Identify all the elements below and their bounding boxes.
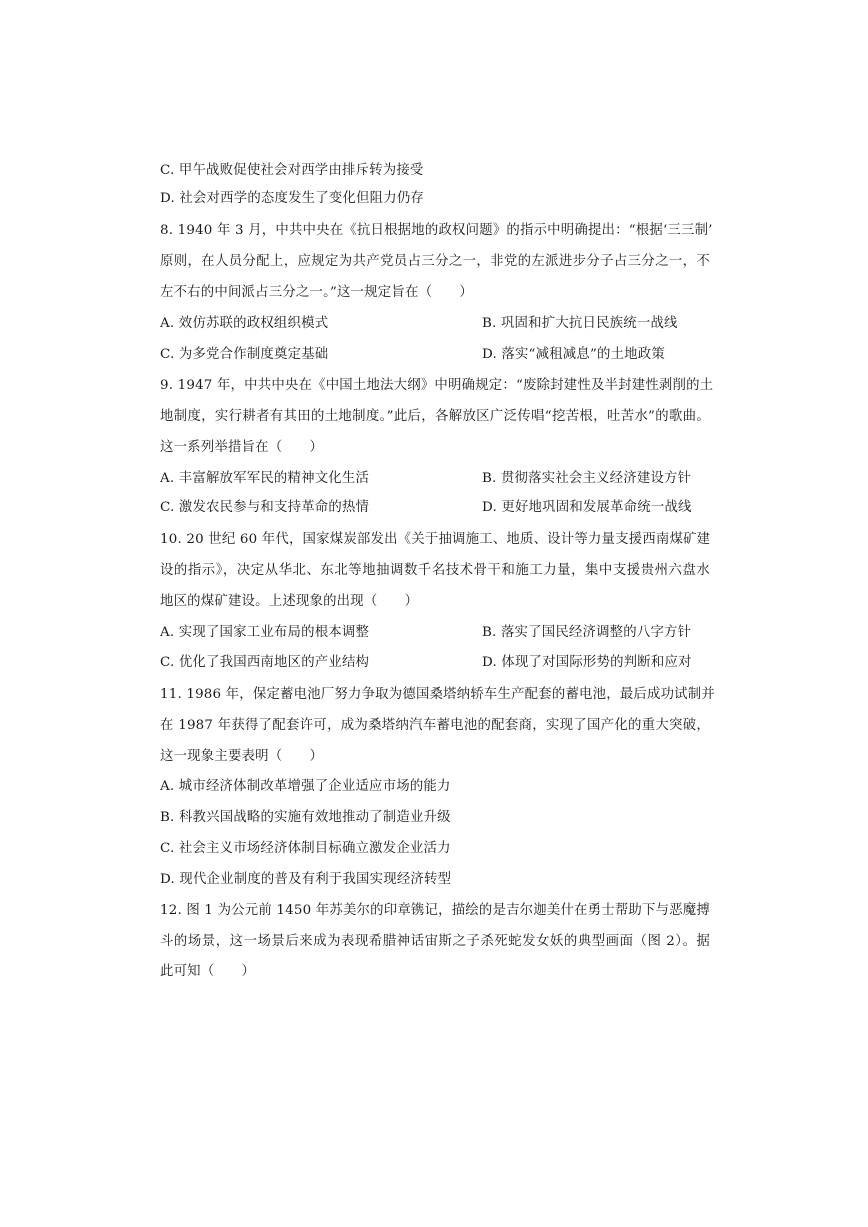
q8-stem-line-2: 原则，在人员分配上，应规定为共产党员占三分之一，非党的左派进步分子占三分之一，不 [160, 254, 710, 269]
q9-option-d: D. 更好地巩固和发展革命统一战线 [482, 500, 692, 515]
q10-option-b: B. 落实了国民经济调整的八字方针 [482, 625, 692, 640]
q10-stem-line-1: 10. 20 世纪 60 年代，国家煤炭部发出《关于抽调施工、地质、设计等力量支援西南煤矿建 [160, 532, 711, 547]
q8-stem-line-1: 8. 1940 年 3 月，中共中央在《抗日根据地的政权问题》的指示中明确提出：“根据‘三三制’ [160, 223, 713, 238]
q9-stem-line-2: 地制度，实行耕者有其田的土地制度。”此后，各解放区广泛传唱“挖苦根，吐苦水”的歌曲。 [160, 409, 710, 424]
q8-option-a: A. 效仿苏联的政权组织模式 [160, 316, 329, 331]
q11-stem-line-1: 11. 1986 年，保定蓄电池厂努力争取为德国桑塔纳轿车生产配套的蓄电池，最后成功试制并 [160, 687, 715, 702]
q11-option-c: C. 社会主义市场经济体制目标确立激发企业活力 [160, 841, 451, 856]
q11-stem-line-2: 在 1987 年获得了配套许可，成为桑塔纳汽车蓄电池的配套商，实现了国产化的重大突破， [160, 718, 710, 733]
q9-option-a: A. 丰富解放军军民的精神文化生活 [160, 471, 370, 486]
q12-stem-line-3: 此可知（ ） [160, 964, 256, 979]
q8-option-b: B. 巩固和扩大抗日民族统一战线 [482, 316, 678, 331]
q11-stem-line-3: 这一现象主要表明（ ） [160, 749, 324, 764]
q12-stem-line-2: 斗的场景，这一场景后来成为表现希腊神话宙斯之子杀死蛇发女妖的典型画面（图 2）。据 [160, 934, 710, 949]
q9-stem-line-1: 9. 1947 年，中共中央在《中国土地法大纲》中明确规定：“废除封建性及半封建性剥削的土 [160, 378, 714, 393]
prev-option-c: C. 甲午战败促使社会对西学由排斥转为接受 [160, 163, 424, 178]
q11-option-d: D. 现代企业制度的普及有利于我国实现经济转型 [160, 872, 452, 887]
q9-stem-line-3: 这一系列举措旨在（ ） [160, 440, 324, 455]
q8-option-c: C. 为多党合作制度奠定基础 [160, 347, 329, 362]
q9-option-b: B. 贯彻落实社会主义经济建设方针 [482, 471, 692, 486]
q11-option-a: A. 城市经济体制改革增强了企业适应市场的能力 [160, 779, 451, 794]
q11-option-b: B. 科教兴国战略的实施有效地推动了制造业升级 [160, 810, 451, 825]
q10-option-a: A. 实现了国家工业布局的根本调整 [160, 625, 370, 640]
q8-option-d: D. 落实“减租减息”的土地政策 [482, 347, 665, 362]
q8-stem-line-3: 左不右的中间派占三分之一。”这一规定旨在（ ） [160, 285, 473, 300]
q9-option-c: C. 激发农民参与和支持革命的热情 [160, 500, 370, 515]
q10-stem-line-2: 设的指示》，决定从华北、东北等地抽调数千名技术骨干和施工力量，集中支援贵州六盘水 [160, 563, 710, 578]
q10-stem-line-3: 地区的煤矿建设。上述现象的出现（ ） [160, 594, 419, 609]
q10-option-c: C. 优化了我国西南地区的产业结构 [160, 655, 370, 670]
prev-option-d: D. 社会对西学的态度发生了变化但阻力仍存 [160, 191, 425, 206]
q12-stem-line-1: 12. 图 1 为公元前 1450 年苏美尔的印章镌记，描绘的是吉尔迦美什在勇士帮助下与恶魔搏 [160, 903, 710, 918]
q10-option-d: D. 体现了对国际形势的判断和应对 [482, 655, 692, 670]
